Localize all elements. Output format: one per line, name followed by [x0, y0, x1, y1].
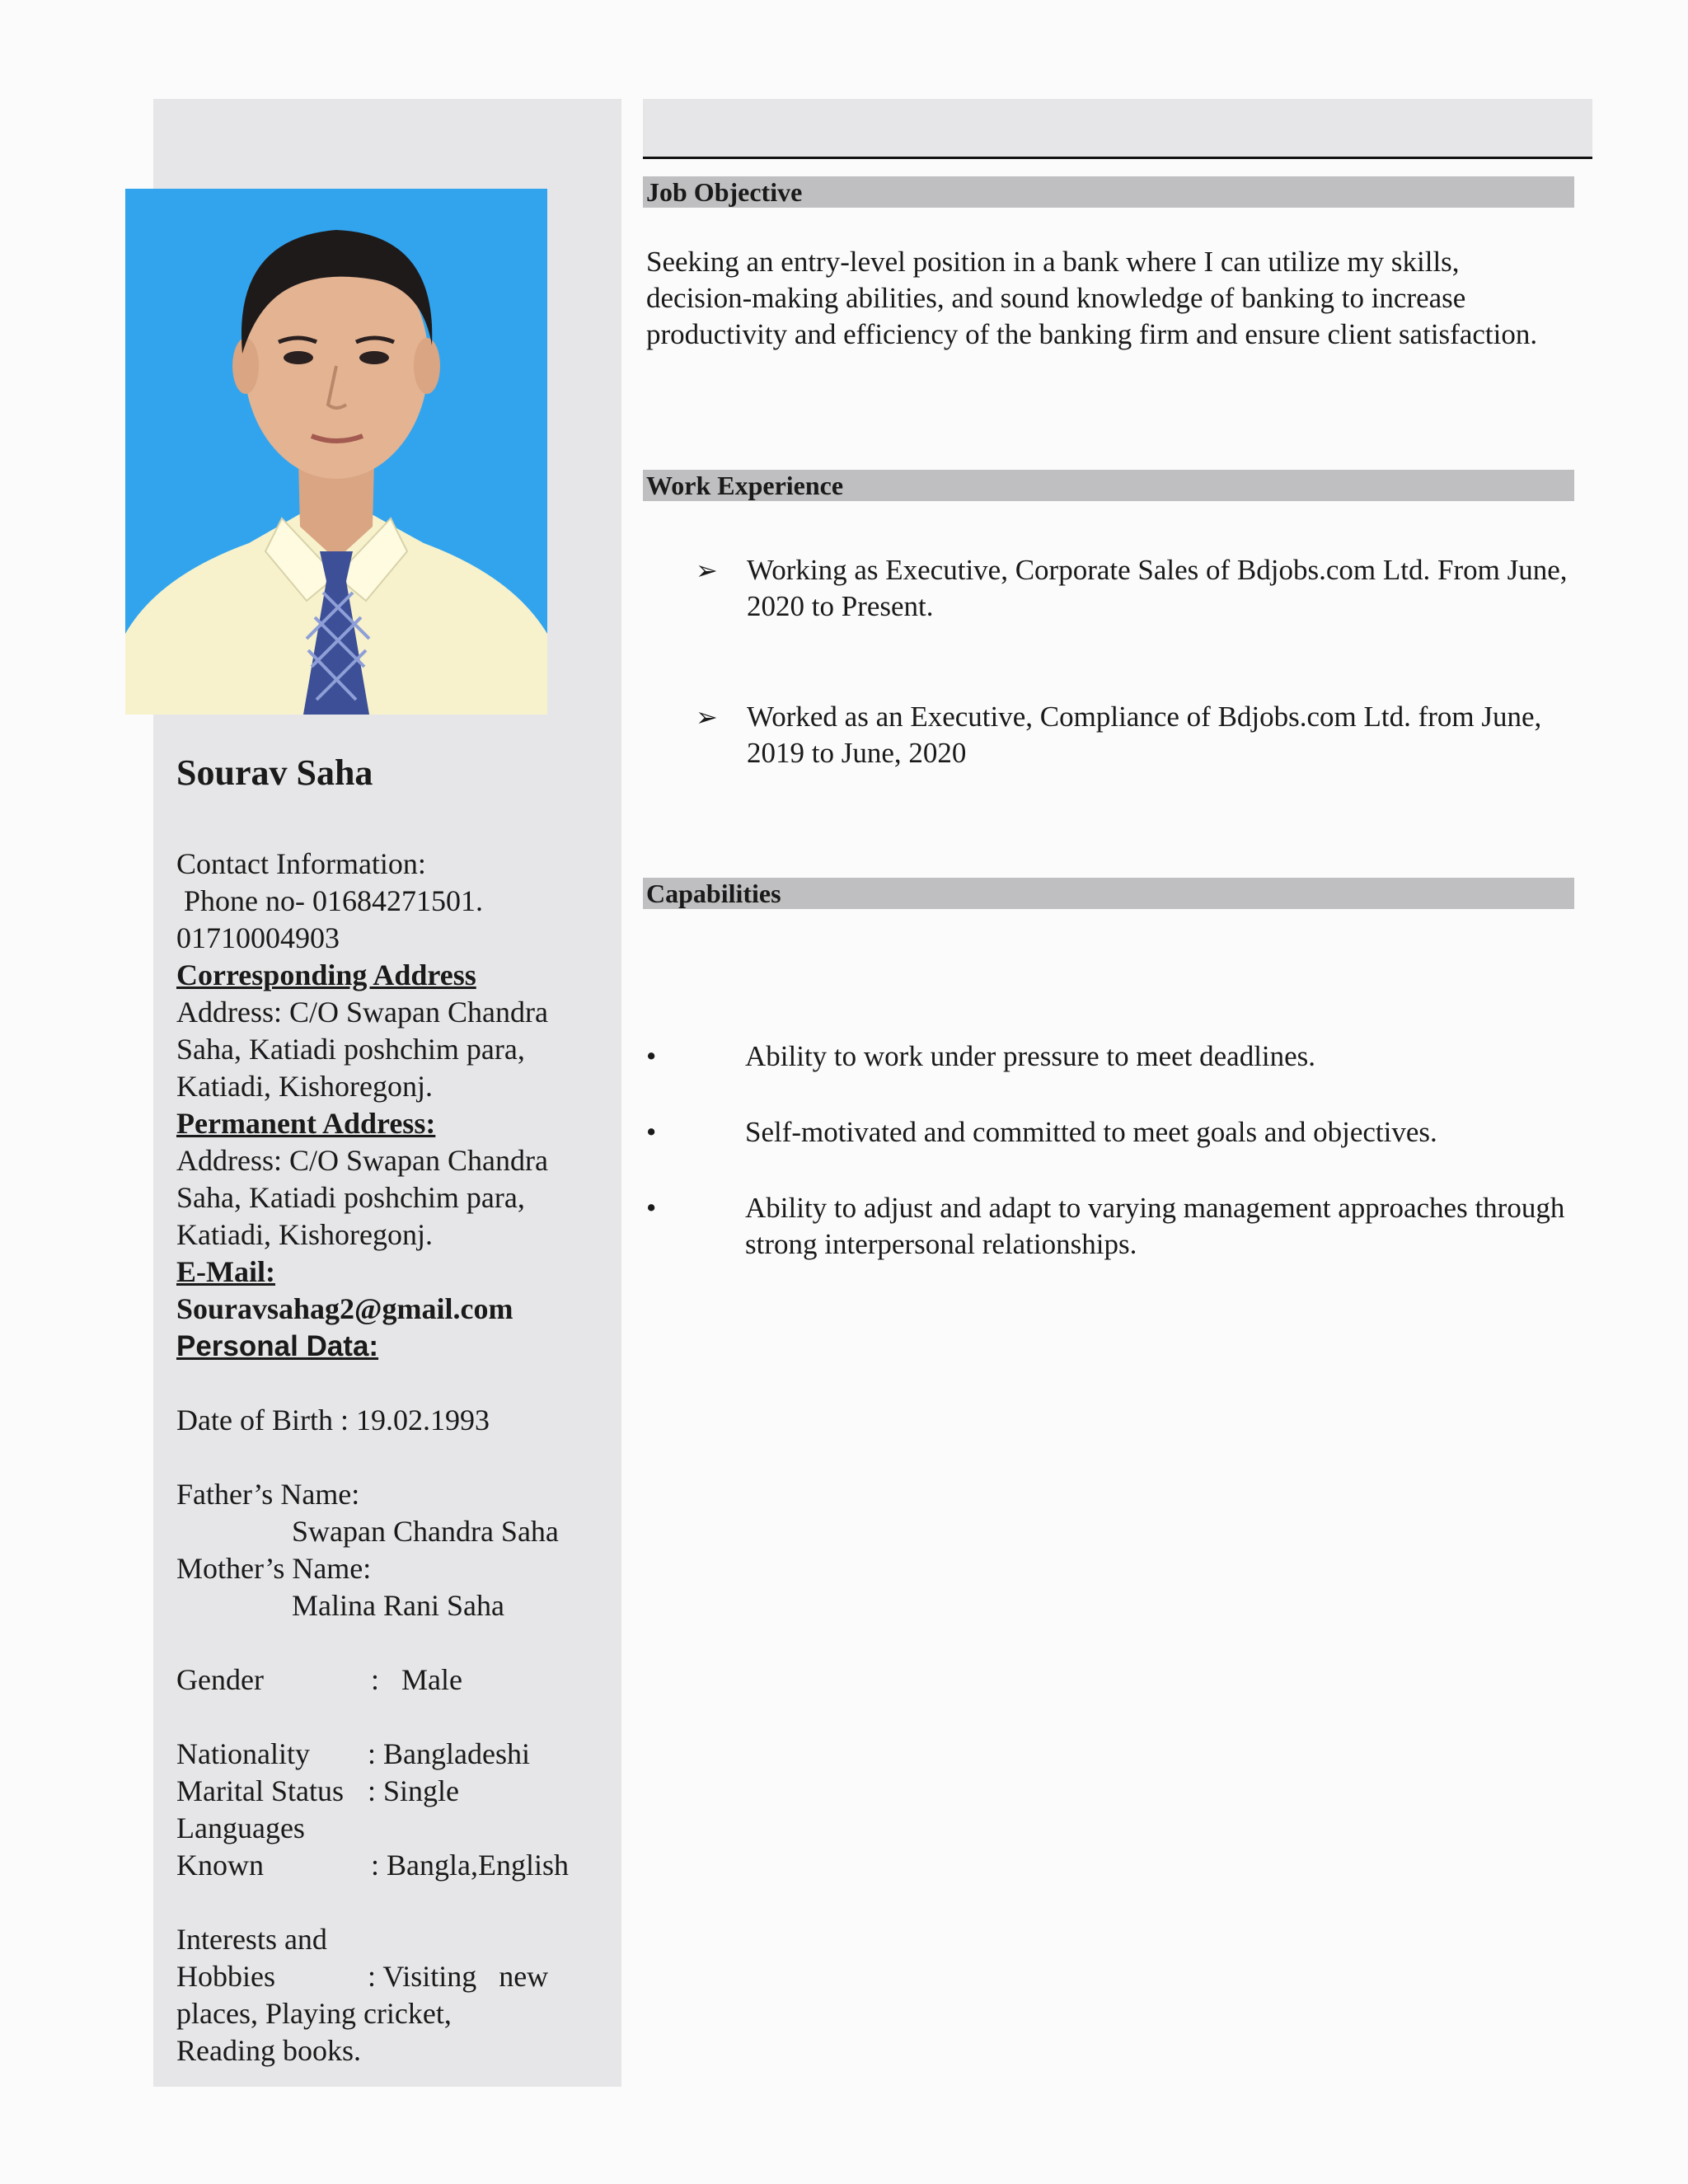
mother-label: Mother’s Name: — [176, 1552, 372, 1585]
corresponding-address-line: Address: C/O Swapan Chandra — [176, 996, 548, 1029]
interests-key: Interests and — [176, 1923, 327, 1956]
permanent-address-label: Permanent Address: — [176, 1107, 436, 1140]
interests-value-3: Reading books. — [176, 2034, 361, 2067]
work-experience-text: Worked as an Executive, Compliance of Bdjobs.com Ltd. from June, 2019 to June, 2020 — [747, 701, 1542, 769]
capability-item — [643, 1114, 1574, 1151]
marital-value: : Single — [368, 1774, 460, 1807]
date-of-birth: Date of Birth : 19.02.1993 — [176, 1404, 490, 1436]
interests-value-2: places, Playing cricket, — [176, 1997, 452, 2030]
gender-value: : Male — [371, 1663, 462, 1696]
work-experience-item — [696, 552, 1578, 625]
father-label: Father’s Name: — [176, 1478, 360, 1511]
arrow-bullet-icon: ➢ — [696, 555, 718, 586]
corresponding-address-line: Saha, Katiadi poshchim para, — [176, 1033, 525, 1066]
marital-row — [176, 1773, 605, 1810]
nationality-value: : Bangladeshi — [368, 1737, 530, 1770]
languages-key-2: Known — [176, 1849, 264, 1882]
arrow-bullet-icon: ➢ — [696, 701, 718, 733]
bullet-icon: • — [646, 1192, 657, 1224]
phone-line-2: 01710004903 — [176, 921, 340, 954]
interests-value: : Visiting new — [368, 1960, 549, 1993]
header-rule — [643, 157, 1592, 159]
languages-key: Languages — [176, 1811, 305, 1844]
permanent-address-line: Katiadi, Kishoregonj. — [176, 1218, 433, 1251]
gender-row — [176, 1661, 605, 1699]
interests-key-2: Hobbies — [176, 1960, 275, 1993]
capability-item — [643, 1038, 1574, 1075]
capability-text: Ability to adjust and adapt to varying management approaches through strong interpersonal relationships. — [745, 1192, 1565, 1260]
capability-item — [643, 1190, 1574, 1263]
job-objective-text: Seeking an entry-level position in a bank where I can utilize my skills, decision-making abilities, and sound knowledge of banking to increase productivity and efficiency of the banking firm and ensure client satisfaction. — [646, 246, 1538, 350]
capability-text: Self-motivated and committed to meet goals and objectives. — [745, 1116, 1437, 1148]
personal-info — [176, 750, 605, 2069]
capabilities-heading: Capabilities — [643, 878, 1574, 909]
languages-value: : Bangla,English — [371, 1849, 569, 1882]
father-name: Swapan Chandra Saha — [292, 1515, 559, 1548]
languages-row — [176, 1847, 605, 1884]
capability-text: Ability to work under pressure to meet deadlines. — [745, 1040, 1316, 1072]
phone-line: Phone no- 01684271501. — [176, 884, 483, 917]
work-experience-heading: Work Experience — [643, 470, 1574, 501]
header-bar — [643, 99, 1592, 157]
bullet-icon: • — [646, 1040, 657, 1072]
gender-key: Gender — [176, 1663, 264, 1696]
corresponding-address-label: Corresponding Address — [176, 958, 476, 991]
work-experience-item — [696, 699, 1578, 771]
profile-photo — [125, 189, 547, 715]
candidate-name: Sourav Saha — [176, 752, 373, 793]
interests-row — [176, 1958, 605, 1995]
personal-data-label: Personal Data: — [176, 1330, 379, 1362]
contact-heading: Contact Information: — [176, 847, 426, 880]
work-experience-text: Working as Executive, Corporate Sales of Bdjobs.com Ltd. From June, 2020 to Present. — [747, 554, 1568, 622]
permanent-address-line: Saha, Katiadi poshchim para, — [176, 1181, 525, 1214]
email-value: Souravsahag2@gmail.com — [176, 1292, 513, 1325]
job-objective-heading: Job Objective — [643, 176, 1574, 208]
bullet-icon: • — [646, 1116, 657, 1148]
mother-name: Malina Rani Saha — [292, 1589, 504, 1622]
corresponding-address-line: Katiadi, Kishoregonj. — [176, 1070, 433, 1103]
nationality-key: Nationality — [176, 1737, 310, 1770]
email-label: E-Mail: — [176, 1255, 275, 1288]
nationality-row — [176, 1736, 605, 1773]
permanent-address-line: Address: C/O Swapan Chandra — [176, 1144, 548, 1177]
marital-key: Marital Status — [176, 1774, 344, 1807]
